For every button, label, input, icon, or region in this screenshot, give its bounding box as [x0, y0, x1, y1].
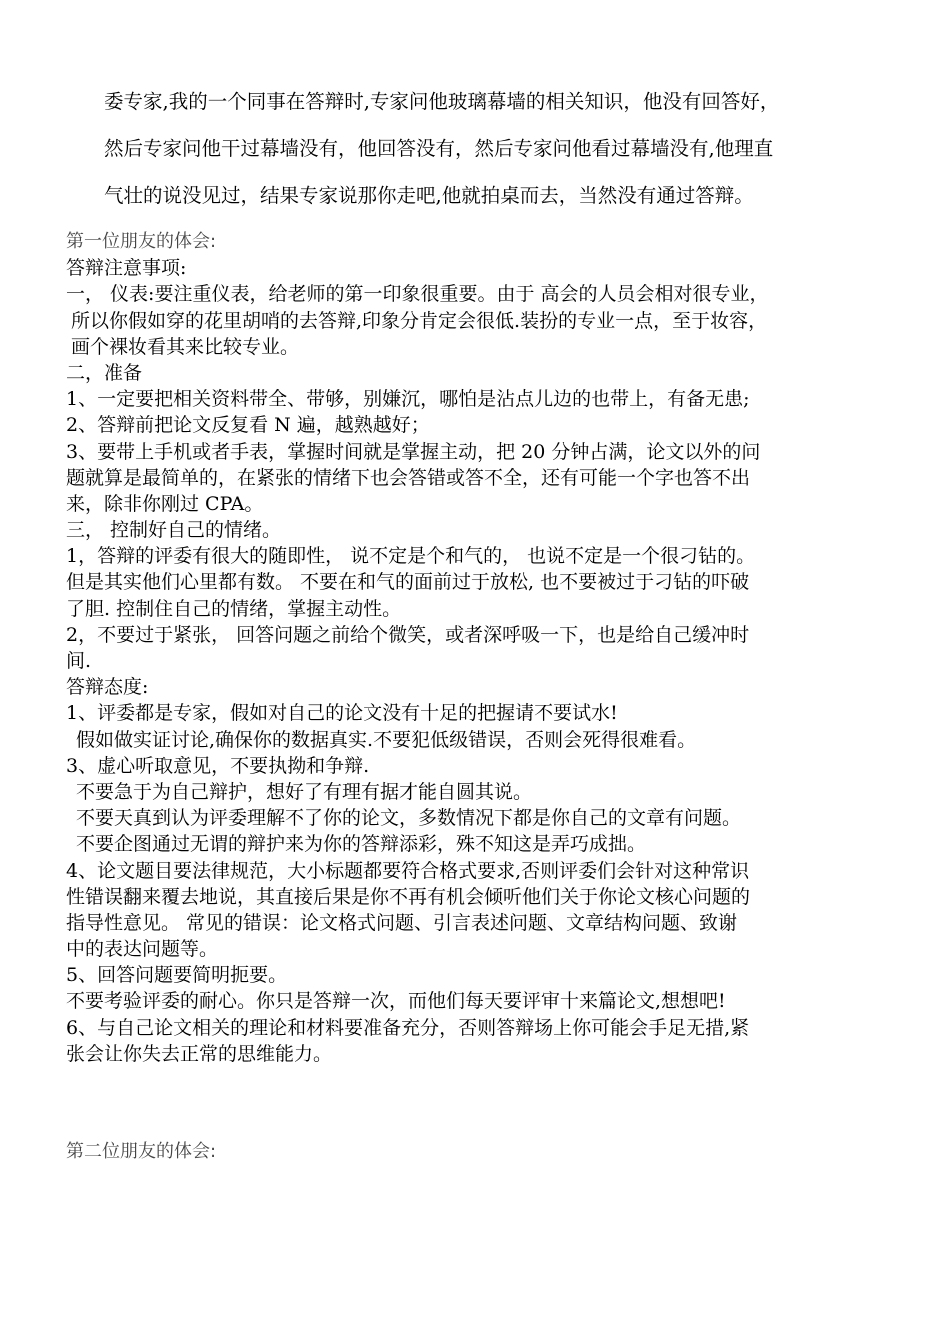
- text-line: 3、要带上手机或者手表，掌握时间就是掌握主动，把 20 分钟占满，论文以外的问: [66, 440, 761, 463]
- text-line: 不要考验评委的耐心。你只是答辩一次，而他们每天要评审十来篇论文,想想吧!: [66, 990, 726, 1013]
- intro-line: 气壮的说没见过，结果专家说那你走吧,他就拍桌而去，当然没有通过答辩。: [104, 184, 754, 207]
- subheading: 答辩态度:: [66, 676, 149, 699]
- text-line: 间.: [66, 650, 92, 672]
- text-line: 6、与自己论文相关的理论和材料要准备充分，否则答辩场上你可能会手足无措,紧: [66, 1016, 750, 1039]
- text-line: 一， 仪表:要注重仪表，给老师的第一印象很重要。由于 高会的人员会相对很专业，: [66, 283, 769, 306]
- text-line: 2，不要过于紧张， 回答问题之前给个微笑，或者深呼吸一下，也是给自己缓冲时: [66, 623, 750, 646]
- text-line: 2、答辩前把论文反复看 N 遍，越熟越好；: [66, 414, 430, 437]
- section-heading: 第二位朋友的体会:: [66, 1141, 217, 1162]
- text-line: 了胆. 控制住自己的情绪，掌握主动性。: [66, 597, 402, 620]
- text-line: 不要天真到认为评委理解不了你的论文，多数情况下都是你自己的文章有问题。: [76, 807, 742, 830]
- text-line: 来，除非你刚过 CPA。: [66, 492, 264, 515]
- document-body: [66, 229, 886, 1165]
- text-line: 画个裸妆看其来比较专业。: [71, 335, 300, 358]
- text-line: 张会让你失去正常的思维能力。: [66, 1042, 333, 1065]
- text-line: 1、一定要把相关资料带全、带够，别嫌沉，哪怕是沾点儿边的也带上，有备无患;: [66, 388, 750, 411]
- intro-line: 委专家,我的一个同事在答辩时,专家问他玻璃幕墙的相关知识，他没有回答好，: [104, 90, 780, 113]
- text-line: 5、回答问题要简明扼要。: [66, 964, 288, 987]
- spacer: [66, 1103, 886, 1139]
- subheading: 二，准备: [66, 361, 143, 384]
- text-line: 题就算是最简单的，在紧张的情绪下也会答错或答不全，还有可能一个字也答不出: [66, 466, 751, 489]
- text-line: 但是其实他们心里都有数。 不要在和气的面前过于放松, 也不要被过于刁钻的吓破: [66, 571, 750, 594]
- text-line: 假如做实证讨论,确保你的数据真实.不要犯低级错误，否则会死得很难看。: [76, 728, 697, 751]
- text-line: 3、虚心听取意见，不要执拗和争辩.: [66, 754, 370, 777]
- text-line: 1、评委都是专家，假如对自己的论文没有十足的把握请不要试水!: [66, 702, 618, 725]
- subheading: 答辩注意事项:: [66, 257, 187, 280]
- intro-paragraph: [104, 78, 904, 219]
- text-line: 所以你假如穿的花里胡哨的去答辩,印象分肯定会很低.装扮的专业一点，至于妆容，: [71, 309, 768, 332]
- spacer: [66, 1067, 886, 1103]
- text-line: 不要企图通过无谓的辩护来为你的答辩添彩，殊不知这是弄巧成拙。: [76, 833, 647, 856]
- intro-line: 然后专家问他干过幕墙没有，他回答没有，然后专家问他看过幕墙没有,他理直: [104, 137, 774, 160]
- text-line: 指导性意见。 常见的错误：论文格式问题、引言表述问题、文章结构问题、致谢: [66, 911, 738, 934]
- text-line: 1，答辩的评委有很大的随即性， 说不定是个和气的， 也说不定是一个很刁钻的。: [66, 545, 756, 568]
- text-line: 性错误翻来覆去地说，其直接后果是你不再有机会倾听他们关于你论文核心问题的: [66, 885, 751, 908]
- subheading: 三， 控制好自己的情绪。: [66, 519, 282, 542]
- text-line: 不要急于为自己辩护，想好了有理有据才能自圆其说。: [76, 780, 533, 803]
- text-line: 中的表达问题等。: [66, 938, 219, 961]
- section-heading: 第一位朋友的体会:: [66, 231, 217, 252]
- text-line: 4、论文题目要法律规范，大小标题都要符合格式要求,否则评委们会针对这种常识: [66, 859, 750, 882]
